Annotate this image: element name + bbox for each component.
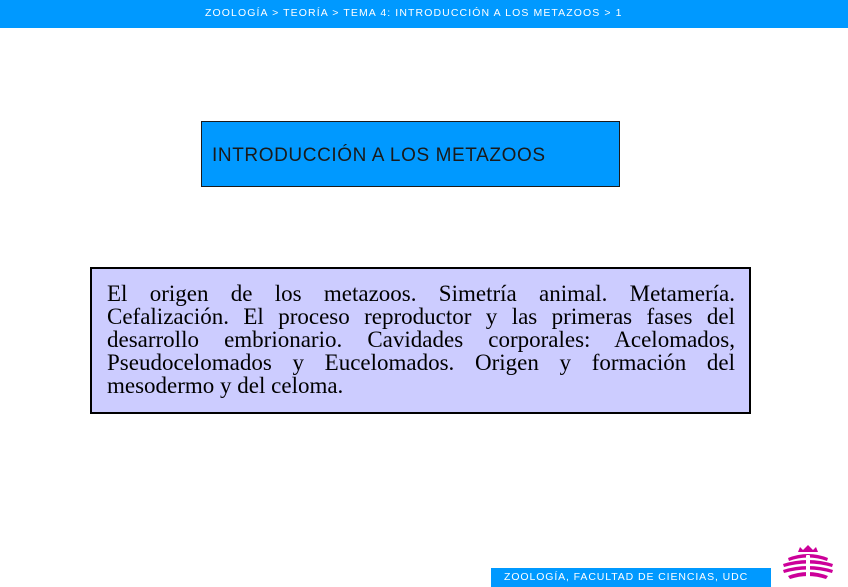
logo-crown (798, 545, 818, 552)
header-bar (0, 0, 848, 28)
content-box (90, 267, 751, 414)
slide-title-box (201, 121, 620, 187)
content-text: El origen de los metazoos. Simetría animal. Metamería. Cefalización. El proceso reproductor y las primeras fases del desarrollo embrionario. Cavidades corporales: Acelomados, Pseudocelomados y Eucelomados. Origen y formación del mesodermo y del celoma. (107, 281, 735, 398)
logo-center (806, 555, 810, 579)
footer-bar (491, 568, 771, 587)
logo-graphic (780, 544, 836, 582)
footer-text: ZOOLOGÍA, FACULTAD DE CIENCIAS, UDC (504, 571, 749, 583)
breadcrumb: ZOOLOGÍA > TEORÍA > TEMA 4: INTRODUCCIÓN A LOS METAZOOS > 1 (205, 7, 623, 19)
slide-title: INTRODUCCIÓN A LOS METAZOOS (212, 145, 546, 166)
university-logo-icon (780, 544, 836, 582)
